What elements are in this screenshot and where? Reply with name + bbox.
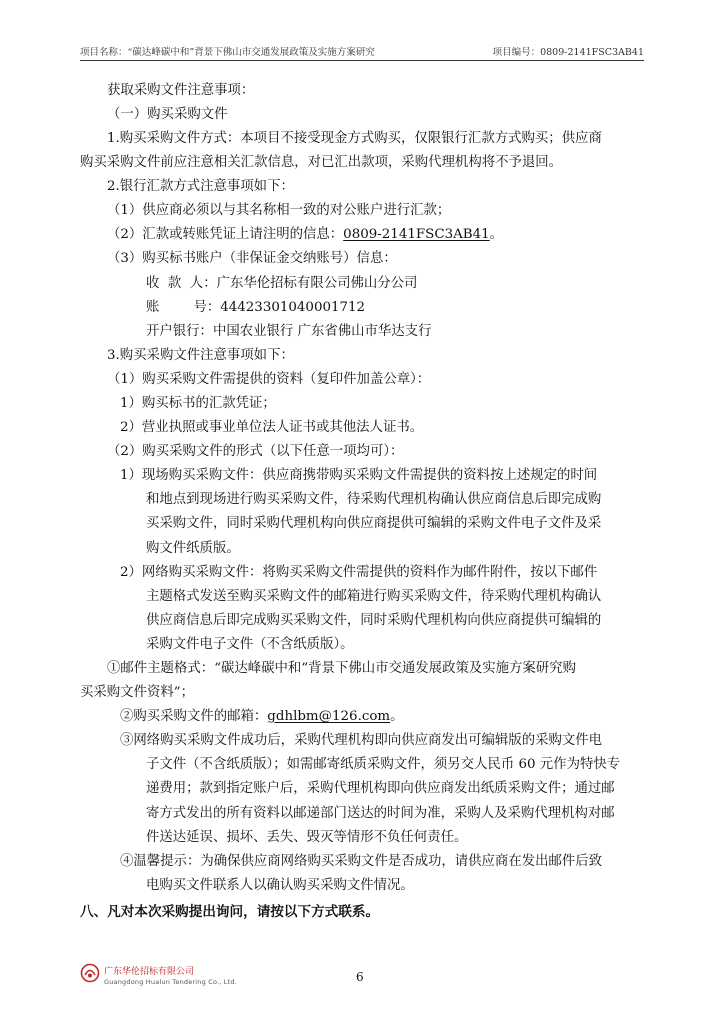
project-number: 项目编号：0809-2141FSC3AB41 [492,47,644,58]
paragraph-line: 递费用；款到指定账户后，采购代理机构即向供应商发出纸质采购文件；通过邮 [146,781,615,796]
paragraph-line: 3.购买采购文件注意事项如下： [107,348,294,363]
paragraph-line: ③网络购买采购文件成功后，采购代理机构即向供应商发出可编辑版的采购文件电 [120,733,603,748]
bank-line: 开户银行：中国农业银行 广东省佛山市华达支行 [146,324,432,339]
text-span: （2）汇款或转账凭证上请注明的信息： [107,227,344,242]
company-name [104,964,237,986]
paragraph-line: 寄方式发出的所有资料以邮递部门送达的时间为准，采购人及采购代理机构对邮 [146,806,615,821]
paragraph-line: 电购买文件联系人以确认购买采购文件情况。 [146,878,414,893]
paragraph-line: 2）营业执照或事业单位法人证书或其他法人证书。 [120,420,424,435]
paragraph-line [107,226,503,244]
paragraph-line: 主题格式发送至购买采购文件的邮箱进行购买采购文件，待采购代理机构确认 [146,589,602,604]
paragraph-line: 买采购文件，同时采购代理机构向供应商提供可编辑的采购文件电子文件及采 [146,516,602,531]
section-eight-heading: 八、凡对本次采购提出询问，请按以下方式联系。 [80,904,380,920]
subsection-title: （一）购买采购文件 [107,107,228,122]
paragraph-line: （1）购买采购文件需提供的资料（复印件加盖公章）： [107,372,431,387]
text-span: 。 [390,709,404,724]
company-name-en: Guangdong Hualun Tendering Co., Ltd. [104,978,237,986]
paragraph-line: ①邮件主题格式：“碳达峰碳中和”背景下佛山市交通发展政策及实施方案研究购 [107,661,576,676]
paragraph-line: 2.银行汇款方式注意事项如下： [107,179,294,194]
payee-line: 收 款 人：广东华伦招标有限公司佛山分公司 [146,276,418,291]
header-divider [80,60,644,61]
email-link[interactable]: gdhlbm@126.com [267,709,391,724]
paragraph-line: （3）购买标书账户（非保证金交纳账号）信息： [107,251,397,266]
paragraph-line: （1）供应商必须以与其名称相一致的对公账户进行汇款； [107,203,451,218]
paragraph-line: 1）购买标书的汇款凭证； [120,396,276,411]
text-span: ②购买采购文件的邮箱： [120,709,268,724]
remittance-code: 0809-2141FSC3AB41 [343,227,490,242]
section-heading: 获取采购文件注意事项： [107,83,255,98]
company-name-cn: 广东华伦招标有限公司 [104,967,195,977]
paragraph-line: （2）购买采购文件的形式（以下任意一项均可）： [107,444,404,459]
project-name: 项目名称：“碳达峰碳中和”背景下佛山市交通发展政策及实施方案研究 [80,47,375,58]
paragraph-line: 1.购买采购文件方式：本项目不接受现金方式购买，仅限银行汇款方式购买；供应商 [107,131,602,146]
paragraph-line: 买采购文件资料”； [80,685,194,700]
paragraph-line: 件送达延误、损坏、丢失、毁灭等情形不负任何责任。 [146,830,468,845]
paragraph-line: ④温馨提示：为确保供应商网络购买采购文件是否成功，请供应商在发出邮件后致 [120,854,603,869]
text-span: 。 [489,227,504,242]
paragraph-line: 购买采购文件前应注意相关汇款信息，对已汇出款项，采购代理机构将不予退回。 [80,155,563,170]
page-number: 6 [356,970,364,984]
paragraph-line: 2）网络购买采购文件：将购买采购文件需提供的资料作为邮件附件，按以下邮件 [120,565,598,580]
paragraph-line: 子文件（不含纸质版）；如需邮寄纸质采购文件，须另交人民币 60 元作为特快专 [146,757,621,772]
paragraph-line: 采购文件电子文件（不含纸质版）。 [146,637,354,652]
paragraph-line: 购文件纸质版。 [146,541,240,556]
company-logo-icon [80,963,100,983]
paragraph-line: 和地点到现场进行购买采购文件，待采购代理机构确认供应商信息后即完成购 [146,492,602,507]
paragraph-line: 供应商信息后即完成购买采购文件，同时采购代理机构向供应商提供可编辑的 [146,613,602,628]
paragraph-line: 1）现场购买采购文件：供应商携带购买采购文件需提供的资料按上述规定的时间 [120,468,598,483]
account-number-line: 账 号：44423301040001712 [146,300,366,315]
page-header [80,42,644,58]
paragraph-line [120,708,403,726]
